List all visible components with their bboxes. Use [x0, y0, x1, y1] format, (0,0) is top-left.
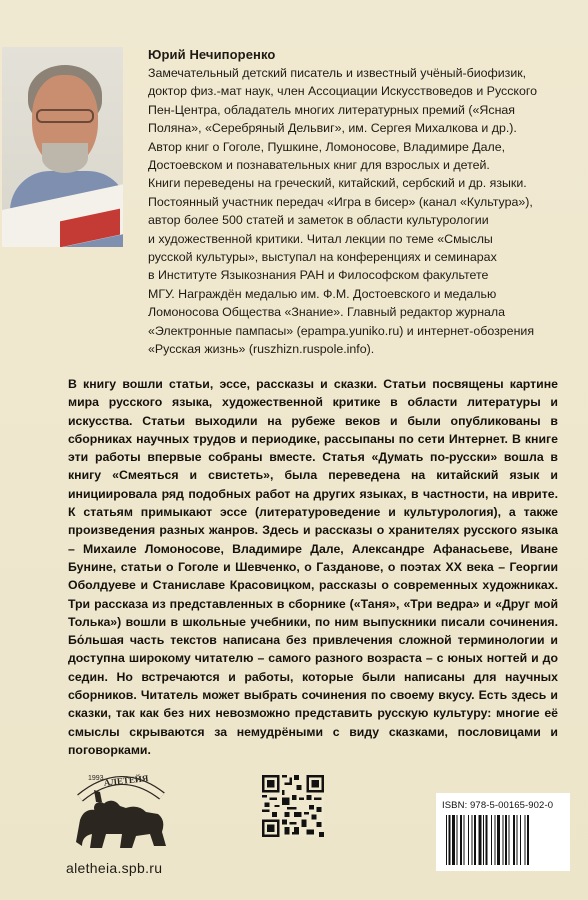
isbn-block [436, 793, 570, 871]
publisher-website[interactable]: aletheia.spb.ru [66, 860, 163, 876]
bio-line: Замечательный детский писатель и известный учёный-биофизик, [148, 66, 527, 80]
bio-line: «Русская жизнь» (ruszhizn.ruspole.info). [148, 342, 375, 357]
logo-year: 1993 [88, 775, 104, 782]
bio-line: Поляна», «Серебряный Дельвиг», им. Сергея Михалкова и др.). [148, 121, 517, 136]
author-photo [2, 47, 123, 247]
bio-line: Ломоносова Общества «Знание». Главный редактор журнала [148, 305, 506, 320]
logo-text: АЛЕТЕЙЯ [103, 773, 149, 788]
bio-line: «Электронные пампасы» (epampa.yuniko.ru) и интернет-обозрения [148, 323, 535, 338]
bio-line: Постоянный участник передач «Игра в бисер» (канал «Культура»), [148, 194, 533, 209]
qr-code [262, 775, 324, 837]
bio-line: и художественной критики. Читал лекции по теме «Смыслы [148, 231, 493, 246]
author-name: Юрий Нечипоренко [148, 47, 276, 62]
bio-line: Книги переведены на греческий, китайский, сербский и др. языки. [148, 176, 527, 191]
bio-line: в Институте Языкознания РАН и Философском факультете [148, 268, 489, 283]
bio-line: доктор физ.-мат наук, член Ассоциации Искусствоведов и Русского [148, 84, 537, 99]
barcode [444, 815, 562, 865]
bio-line: русской культуры», выступал на конференциях и семинарах [148, 250, 497, 265]
bio-line: МГУ. Награждён медалью им. Ф.М. Достоевского и медалью [148, 286, 497, 301]
bio-line: автор более 500 статей и заметок в области культурологии [148, 213, 489, 228]
bio-line: Достоевском и познавательных книг для взрослых и детей. [148, 158, 490, 173]
author-bio [148, 64, 558, 359]
bio-line: Автор книг о Гоголе, Пушкине, Ломоносове, Владимире Дале, [148, 139, 506, 154]
bio-line: Пен-Центра, обладатель многих литературных премий («Ясная [148, 102, 516, 117]
publisher-logo [66, 762, 176, 854]
isbn-number: ISBN: 978-5-00165-902-0 [442, 800, 554, 811]
book-summary: В книгу вошли статьи, эссе, рассказы и сказки. Статьи посвящены картине мира русского языка, художественной критике в области литературы и искусства. Статьи выходили на рубеже веков и были опубликованы в сборниках научных трудов и периодике, рассыпаны по сети Интернет. В книге эти работы впервые собраны вместе. Статья «Думать по-русски» вошла в книгу «Смеяться и свистеть», была переведена на китайский язык и инициировала ряд подобных работ на других языках, в частности, на иврите. К статьям примыкают эссе (литературоведение и культурология), а также произведения разных жанров. Здесь и рассказы о хранителях русского языка – Михаиле Ломоносове, Владимире Дале, Александре Афанасьеве, Иване Бунине, статьи о Гоголе и Шевченко, о Газданове, о поэтах XX века – Георгии Оболдуеве и Станиславе Красовицком, рассказы о современных художниках. Три рассказа из представленных в сборнике («Таня», «Три ведра» и «Друг мой Толька») вошли в школьные учебники, по ним выпускники писали сочинения. Бо́льшая часть текстов написана без привлечения сложной терминологии и доступна широкому читателю – самого разного возраста – с юных ногтей и до седин. Но встречаются и работы, которые были написаны для научных сборников. Читатель может выбрать сочинения по своему вкусу. Есть здесь и сказки, так как без них невозможно представить русскую культуру: многие её смыслы скрываются за немудрёными с виду сказками, пословицами и поговорками. [68, 377, 558, 757]
